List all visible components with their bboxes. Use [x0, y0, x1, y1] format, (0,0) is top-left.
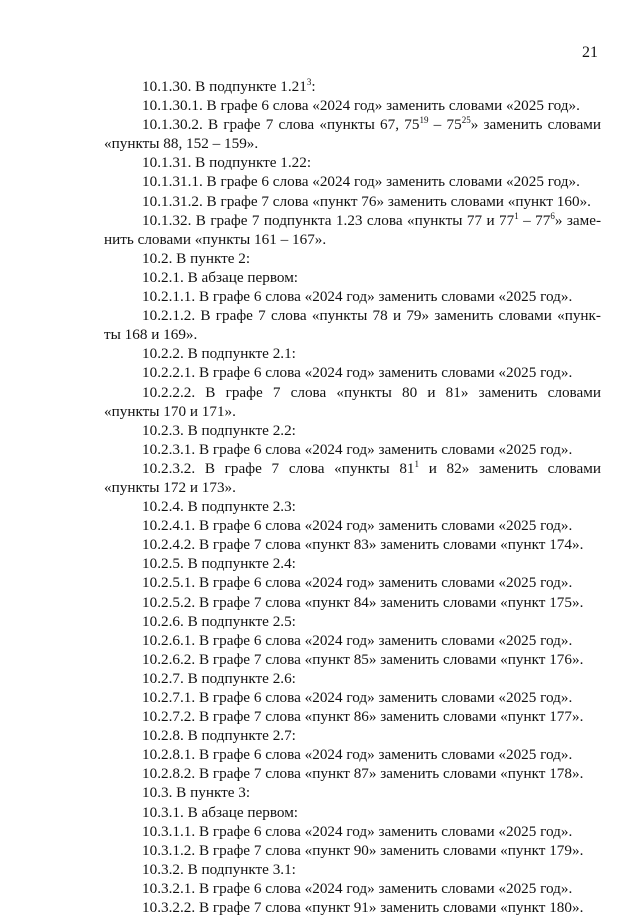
text-line	[104, 383, 601, 402]
text-line	[104, 172, 601, 191]
text-run: 10.1.31. В подпункте 1.22:	[142, 154, 312, 172]
text-line	[104, 249, 601, 268]
superscript: 1	[414, 458, 420, 469]
text-run: нить словами «пункты 161 – 167».	[104, 230, 327, 248]
superscript: 25	[461, 115, 471, 126]
text-line	[104, 440, 601, 459]
text-line	[104, 478, 601, 497]
text-line	[104, 325, 601, 344]
text-run: 10.2.5. В подпункте 2.4:	[142, 555, 296, 573]
text-line	[104, 860, 601, 879]
text-line	[104, 593, 601, 612]
text-run: 10.2.6. В подпункте 2.5:	[142, 612, 296, 630]
text-line	[104, 459, 601, 478]
text-line	[104, 612, 601, 631]
text-line	[104, 115, 601, 134]
text-run: ты 168 и 169».	[104, 326, 198, 344]
text-run: «пункты 172 и 173».	[104, 478, 236, 496]
text-run: 10.2.5.1. В графе 6 слова «2024 год» заменить словами «2025 год».	[142, 574, 573, 592]
text-run: «пункты 170 и 171».	[104, 402, 236, 420]
text-run: 10.2.6.1. В графе 6 слова «2024 год» заменить словами «2025 год».	[142, 631, 573, 649]
text-line	[104, 153, 601, 172]
text-run: 10.2.1. В абзаце первом:	[142, 268, 299, 286]
text-line	[104, 822, 601, 841]
text-run: 10.3.1.1. В графе 6 слова «2024 год» заменить словами «2025 год».	[142, 822, 573, 840]
text-line	[104, 554, 601, 573]
superscript: 19	[419, 115, 429, 126]
text-run: 10.1.30.1. В графе 6 слова «2024 год» заменить словами «2025 год».	[142, 97, 580, 115]
text-run: 10.2.1.2. В графе 7 слова «пункты 78 и 79» заменить словами «пунк-	[142, 307, 601, 325]
text-run: 10.2.2.2. В графе 7 слова «пункты 80 и 81» заменить словами	[142, 383, 601, 401]
text-run: 10.2.3.1. В графе 6 слова «2024 год» заменить словами «2025 год».	[142, 440, 573, 458]
text-run: :	[311, 78, 316, 95]
text-line	[104, 287, 601, 306]
superscript: 3	[306, 77, 312, 87]
text-line	[104, 77, 601, 96]
text-line	[104, 516, 601, 535]
text-line	[104, 707, 601, 726]
text-line	[104, 650, 601, 669]
text-run: 10.1.30. В подпункте 1.21	[142, 78, 307, 95]
text-line	[104, 745, 601, 764]
text-run: и 82» заменить словами	[419, 459, 601, 477]
text-line	[104, 631, 601, 650]
text-run: » заме-	[554, 211, 602, 229]
text-run: 10.3.2.1. В графе 6 слова «2024 год» заменить словами «2025 год».	[142, 879, 573, 897]
text-line	[104, 306, 601, 325]
text-line	[104, 688, 601, 707]
text-line	[104, 783, 601, 802]
text-run: 10.1.32. В графе 7 подпункта 1.23 слова «пункты 77 и 77	[142, 211, 515, 229]
text-run: 10.1.31.1. В графе 6 слова «2024 год» заменить словами «2025 год».	[142, 173, 580, 191]
text-run: 10.2.4.1. В графе 6 слова «2024 год» заменить словами «2025 год».	[142, 517, 573, 535]
text-line	[104, 96, 601, 115]
text-line	[104, 573, 601, 592]
text-run: 10.2.7.2. В графе 7 слова «пункт 86» заменить словами «пункт 177».	[142, 708, 584, 726]
text-run: 10.2.8.2. В графе 7 слова «пункт 87» заменить словами «пункт 178».	[142, 765, 584, 783]
text-line	[104, 535, 601, 554]
text-run: 10.3.1.2. В графе 7 слова «пункт 90» заменить словами «пункт 179».	[142, 841, 584, 859]
text-line	[104, 879, 601, 898]
text-line	[104, 421, 601, 440]
text-line	[104, 764, 601, 783]
document-body	[104, 77, 601, 917]
text-run: 10.2.3. В подпункте 2.2:	[142, 421, 296, 439]
text-line	[104, 669, 601, 688]
text-run: » заменить словами	[470, 116, 602, 134]
text-run: 10.2.4.2. В графе 7 слова «пункт 83» заменить словами «пункт 174».	[142, 536, 584, 554]
text-run: 10.2.2. В подпункте 2.1:	[142, 345, 296, 363]
text-line	[104, 363, 601, 382]
text-run: 10.1.30.2. В графе 7 слова «пункты 67, 75	[142, 116, 420, 134]
text-run: 10.2.4. В подпункте 2.3:	[142, 498, 296, 516]
text-line	[104, 211, 601, 230]
text-run: 10.2.3.2. В графе 7 слова «пункты 81	[142, 459, 415, 477]
text-run: 10.2.7.1. В графе 6 слова «2024 год» заменить словами «2025 год».	[142, 689, 573, 706]
text-line	[104, 134, 601, 153]
text-run: – 75	[428, 116, 462, 134]
text-run: 10.3. В пункте 3:	[142, 784, 251, 802]
text-run: 10.2.8.1. В графе 6 слова «2024 год» заменить словами «2025 год».	[142, 746, 573, 764]
text-run: 10.3.2. В подпункте 3.1:	[142, 860, 296, 878]
text-line	[104, 192, 601, 211]
text-run: 10.2.6.2. В графе 7 слова «пункт 85» заменить словами «пункт 176».	[142, 650, 584, 668]
text-run: 10.2.1.1. В графе 6 слова «2024 год» заменить словами «2025 год».	[142, 288, 573, 306]
text-run: – 77	[518, 211, 551, 229]
text-run: 10.1.31.2. В графе 7 слова «пункт 76» заменить словами «пункт 160».	[142, 192, 591, 210]
text-line	[104, 803, 601, 822]
text-line	[104, 268, 601, 287]
text-line	[104, 230, 601, 249]
text-line	[104, 402, 601, 421]
text-line	[104, 497, 601, 516]
text-run: 10.2.2.1. В графе 6 слова «2024 год» заменить словами «2025 год».	[142, 364, 573, 382]
text-run: 10.2. В пункте 2:	[142, 249, 251, 267]
superscript: 1	[514, 210, 519, 221]
text-run: 10.2.5.2. В графе 7 слова «пункт 84» заменить словами «пункт 175».	[142, 593, 584, 611]
text-line	[104, 344, 601, 363]
text-run: 10.2.7. В подпункте 2.6:	[142, 669, 296, 687]
text-line	[104, 841, 601, 860]
text-run: «пункты 88, 152 – 159».	[104, 135, 259, 153]
superscript: 6	[550, 210, 555, 221]
text-line	[104, 726, 601, 745]
page-number: 21	[582, 44, 598, 61]
text-run: 10.3.1. В абзаце первом:	[142, 803, 299, 821]
text-run: 10.3.2.2. В графе 7 слова «пункт 91» заменить словами «пункт 180».	[142, 899, 584, 917]
text-run: 10.2.8. В подпункте 2.7:	[142, 727, 296, 745]
